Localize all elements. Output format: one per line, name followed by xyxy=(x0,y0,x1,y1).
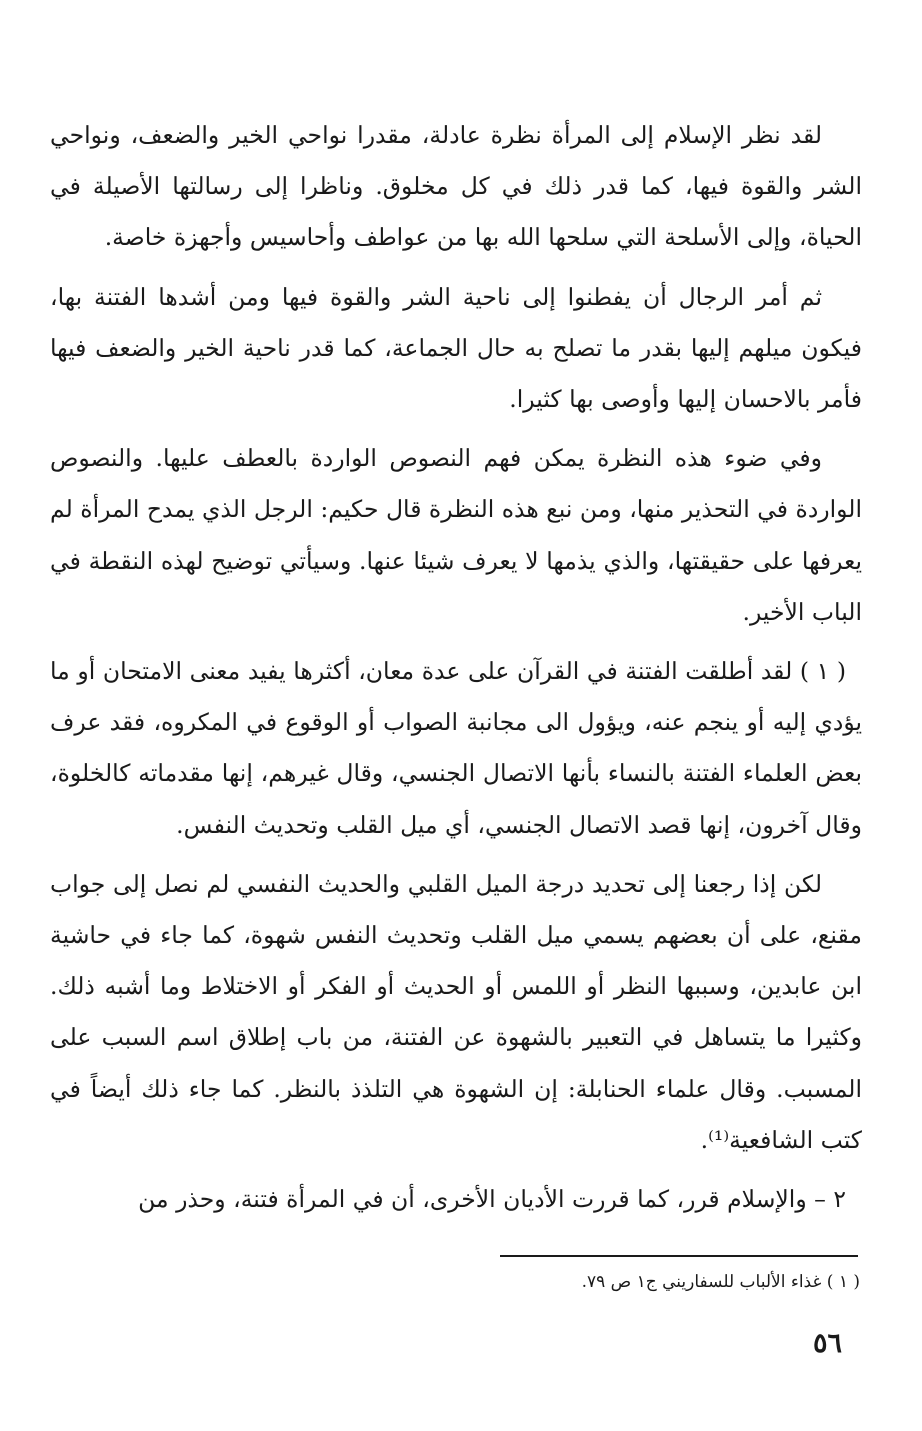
paragraph-6: ٢ – والإسلام قرر، كما قررت الأديان الأخرى، أن في المرأة فتنة، وحذر من xyxy=(138,1185,846,1214)
body-text xyxy=(50,110,862,1233)
paragraph-2: ثم أمر الرجال أن يفطنوا إلى ناحية الشر والقوة فيها ومن أشدها الفتنة بها، فيكون ميلهم إليها بقدر ما تصلح به حال الجماعة، كما قدر ناحية الخير والضعف فيها فأمر بالاحسان إليها وأوصى بها كثيرا. xyxy=(50,282,862,414)
paragraph-1: لقد نظر الإسلام إلى المرأة نظرة عادلة، مقدرا نواحي الخير والضعف، ونواحي الشر والقوة فيها، كما قدر ذلك في كل مخلوق. وناظرا إلى رسالتها الأصيلة في الحياة، وإلى الأسلحة التي سلحها الله بها من عواطف وأحاسيس وأجهزة خاصة. xyxy=(50,121,862,252)
paragraph-3: وفي ضوء هذه النظرة يمكن فهم النصوص الواردة بالعطف عليها. والنصوص الواردة في التحذير منها، ومن نبع هذه النظرة قال حكيم: الرجل الذي يمدح المرأة لم يعرفها على حقيقتها، والذي يذمها لا يعرف شيئا عنها. وسيأتي توضيح لهذه النقطة في الباب الأخير. xyxy=(50,444,862,626)
page-number: ٥٦ xyxy=(812,1328,842,1359)
footnote-divider xyxy=(500,1255,858,1257)
paragraph-5: لكن إذا رجعنا إلى تحديد درجة الميل القلبي والحديث النفسي لم نصل إلى جواب مقنع، على أن بعضهم يسمي ميل القلب وتحديث النفس شهوة، كما جاء في حاشية ابن عابدين، وسببها النظر أو اللمس أو الحديث أو الفكر أو الاختلاط وما أشبه ذلك. وكثيرا ما يتساهل في التعبير بالشهوة عن الفتنة، من باب إطلاق اسم السبب على المسبب. وقال علماء الحنابلة: إن الشهوة هي التلذذ بالنظر. كما جاء ذلك أيضاً في كتب الشافعية⁽¹⁾. xyxy=(50,869,862,1154)
footnote: ( ١ ) غذاء الألباب للسفاريني ج١ ص ٧٩. xyxy=(581,1272,860,1292)
paragraph-4: ( ١ ) لقد أطلقت الفتنة في القرآن على عدة معان، أكثرها يفيد معنى الامتحان أو ما يؤدي إليه أو ينجم عنه، ويؤول الى مجانبة الصواب أو الوقوع في المكروه، فقد عرف بعض العلماء الفتنة بالنساء بأنها الاتصال الجنسي، وقال غيرهم، إنها مقدماته كالخلوة، وقال آخرون، إنها قصد الاتصال الجنسي، أي ميل القلب وتحديث النفس. xyxy=(50,657,862,839)
